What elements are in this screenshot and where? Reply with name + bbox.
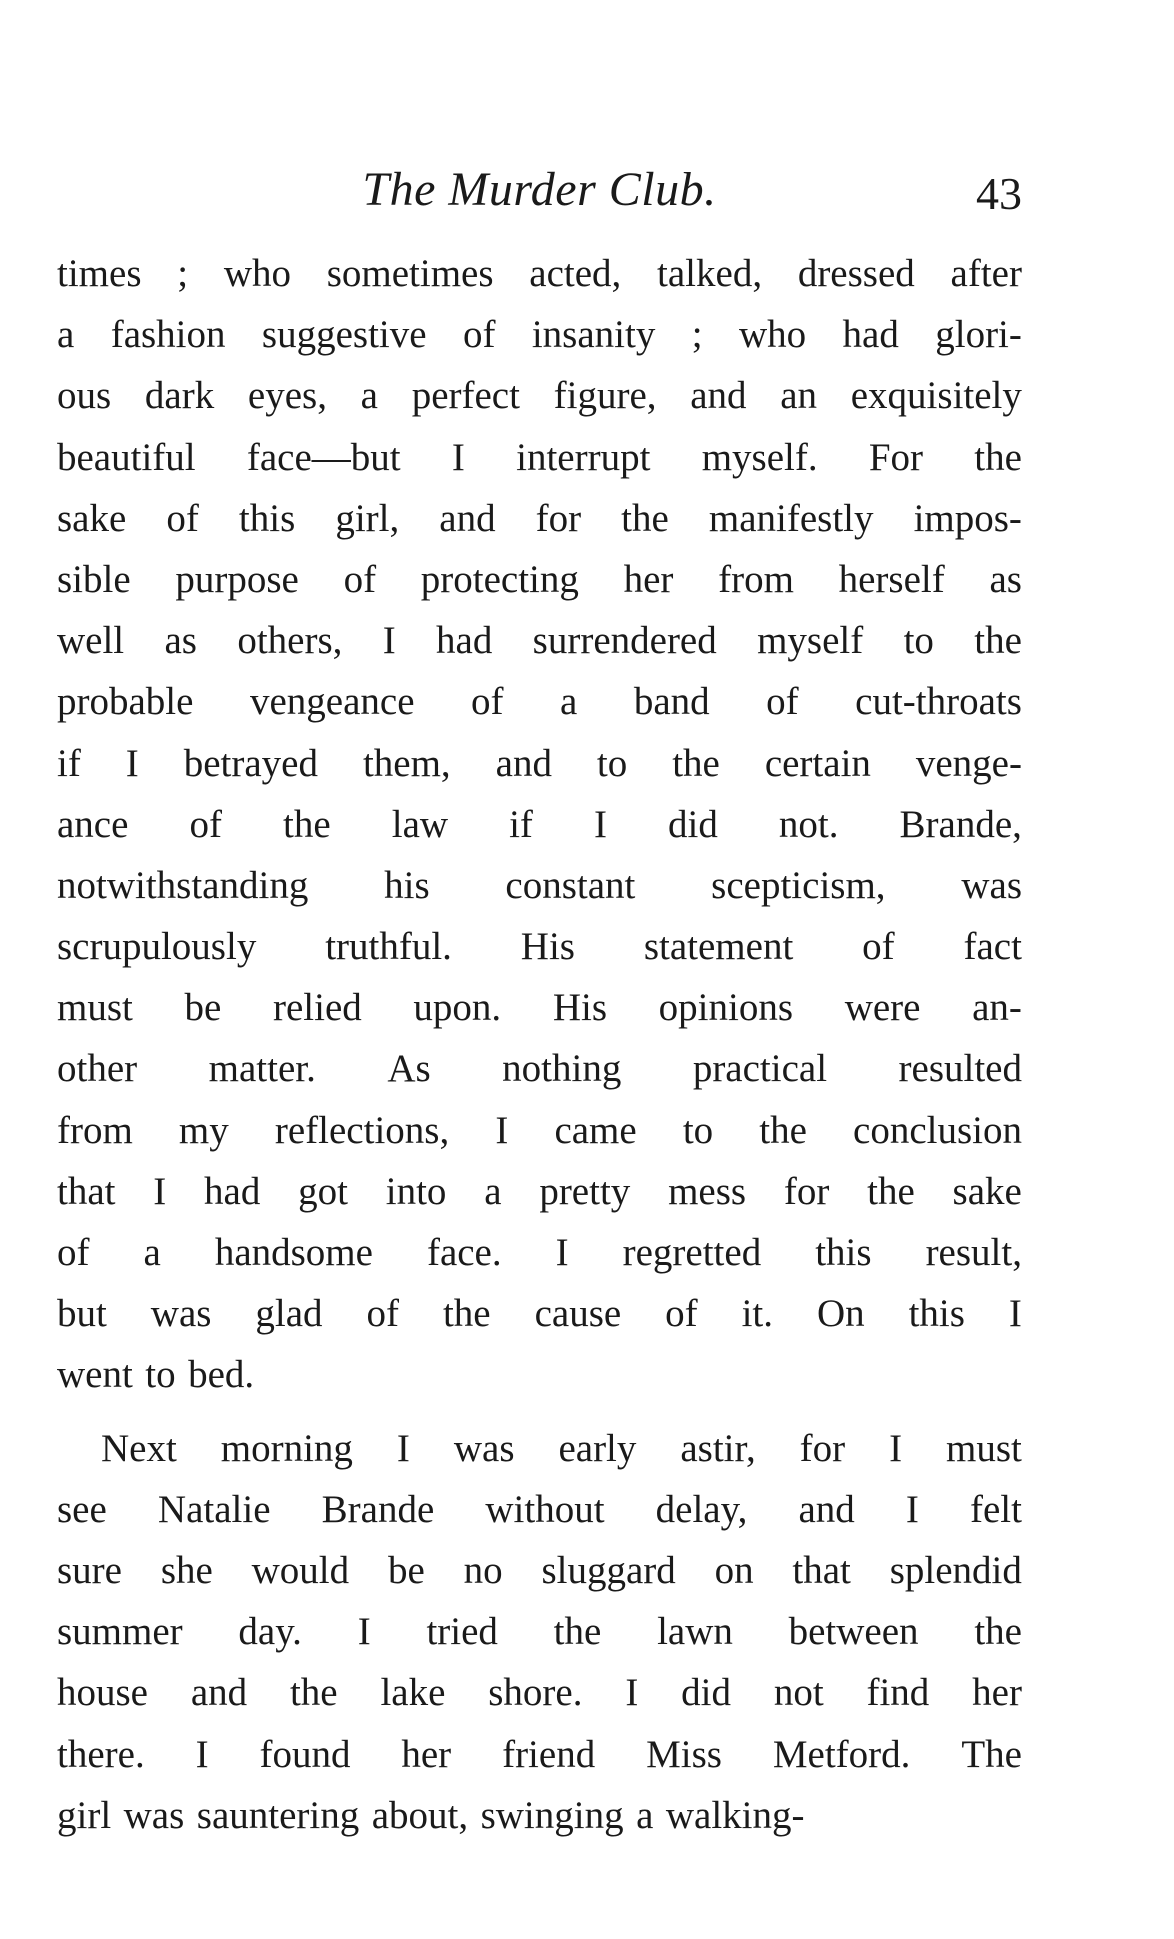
word: a [143, 1231, 161, 1274]
word: vengeance [249, 680, 415, 724]
word: after [950, 252, 1022, 295]
word: Brande, [899, 802, 1022, 846]
text-line [57, 671, 1022, 732]
word: of [665, 1292, 698, 1336]
page-header [57, 160, 1022, 220]
word: would [251, 1548, 350, 1592]
text-line [57, 427, 1022, 488]
word: walking- [665, 1793, 805, 1837]
word: matter. [208, 1047, 316, 1091]
word: result, [925, 1231, 1022, 1274]
word: mess [668, 1169, 747, 1213]
page-number: 43 [976, 168, 1022, 219]
word: conclusion [853, 1108, 1022, 1152]
word: resulted [898, 1047, 1022, 1091]
word: this [815, 1231, 872, 1274]
word: did [681, 1671, 731, 1715]
word: ous [57, 374, 112, 418]
word: sluggard [541, 1548, 676, 1592]
word: went [57, 1353, 133, 1397]
word: herself [838, 557, 945, 601]
word: notwithstanding [57, 863, 309, 907]
word: bed. [188, 1353, 255, 1397]
word: times [57, 252, 142, 295]
text-line [57, 610, 1022, 671]
word: the [759, 1108, 807, 1152]
paragraph [57, 1418, 1022, 1846]
word: sauntering [196, 1793, 360, 1837]
word: nothing [502, 1047, 622, 1091]
text-line [57, 1785, 1022, 1846]
word: was [150, 1292, 212, 1336]
word: tried [426, 1610, 498, 1654]
word: suggestive [261, 313, 427, 357]
word: that [57, 1169, 116, 1213]
word: interrupt [516, 435, 651, 479]
word: had [204, 1169, 261, 1213]
word: handsome [214, 1231, 373, 1274]
word: came [554, 1108, 637, 1152]
text-line [57, 1100, 1022, 1161]
word: I [451, 435, 465, 479]
word: who [223, 252, 291, 295]
word: glori- [935, 313, 1022, 357]
word: of [166, 496, 199, 540]
word: of [862, 925, 895, 969]
text-line [57, 1540, 1022, 1601]
word: His [520, 925, 575, 969]
word: was [453, 1426, 515, 1470]
word: must [57, 986, 133, 1030]
word: swinging [480, 1793, 624, 1837]
word: them, [362, 741, 451, 785]
word: a [560, 680, 578, 724]
word: into [385, 1169, 447, 1213]
word: this [908, 1292, 965, 1336]
text-line [57, 549, 1022, 610]
word: be [387, 1548, 425, 1592]
word: my [178, 1108, 229, 1152]
word: and [798, 1487, 855, 1531]
word: I [153, 1169, 167, 1213]
word: of [462, 313, 496, 357]
word: well [57, 619, 125, 663]
word: not. [778, 802, 839, 846]
word: of [766, 680, 799, 724]
word: of [343, 557, 377, 601]
word: surrendered [532, 619, 717, 663]
word: day. [238, 1610, 302, 1654]
word: sake [952, 1169, 1022, 1213]
word: the [974, 435, 1022, 479]
word: must [946, 1426, 1022, 1470]
word: manifestly [708, 496, 874, 540]
word: perfect [411, 374, 520, 418]
word: found [259, 1732, 351, 1776]
word: that [792, 1548, 851, 1592]
word: for [799, 1426, 846, 1470]
word: a [636, 1793, 654, 1837]
word: ; [177, 252, 189, 295]
word: of [471, 680, 504, 724]
word: sake [57, 496, 127, 540]
word: regretted [622, 1231, 762, 1274]
word: the [867, 1169, 915, 1213]
text-line [57, 916, 1022, 977]
word: be [184, 986, 222, 1030]
word: there. [57, 1732, 145, 1776]
text-line [57, 488, 1022, 549]
word: sometimes [326, 252, 494, 295]
word: her [972, 1671, 1022, 1715]
word: for [783, 1169, 830, 1213]
word: sure [57, 1548, 122, 1592]
word: and [690, 374, 747, 418]
word: scepticism, [711, 863, 886, 907]
word: between [788, 1610, 919, 1654]
word: Metford. [772, 1732, 911, 1776]
word: I [382, 619, 396, 663]
word: girl, [335, 496, 400, 540]
word: his [384, 863, 430, 907]
word: to [682, 1108, 714, 1152]
word: practical [692, 1047, 828, 1091]
word: I [357, 1610, 371, 1654]
word: Next [101, 1426, 177, 1470]
word: betrayed [183, 741, 318, 785]
word: and [190, 1671, 248, 1715]
word: cause [534, 1292, 622, 1336]
word: the [553, 1610, 602, 1654]
word: felt [969, 1487, 1022, 1531]
word: summer [57, 1610, 183, 1654]
word: the [672, 741, 720, 785]
word: and [439, 496, 496, 540]
text-line [57, 1724, 1022, 1785]
word: without [485, 1487, 605, 1531]
word: morning [220, 1426, 353, 1470]
word: On [816, 1292, 865, 1336]
word: scrupulously [57, 925, 257, 969]
word: As [387, 1047, 431, 1091]
word: truthful. [325, 925, 452, 969]
word: upon. [413, 986, 502, 1030]
paragraph [57, 243, 1022, 1406]
word: she [160, 1548, 213, 1592]
word: I [625, 1671, 639, 1715]
word: house [57, 1671, 148, 1715]
word: find [866, 1671, 930, 1715]
word: astir, [680, 1426, 756, 1470]
word: friend [502, 1732, 596, 1776]
word: protecting [420, 557, 579, 601]
word: for [535, 496, 582, 540]
word: a [360, 374, 378, 418]
word: lawn [657, 1610, 733, 1654]
word: venge- [915, 741, 1022, 785]
word: lake [380, 1671, 446, 1715]
word: to [903, 619, 934, 663]
word: the [442, 1292, 491, 1336]
word: I [396, 1426, 410, 1470]
word: myself [757, 619, 864, 663]
text-line [57, 1344, 1022, 1405]
word: face. [426, 1231, 502, 1274]
word: from [57, 1108, 133, 1152]
text-line [57, 304, 1022, 365]
word: the [289, 1671, 338, 1715]
word: the [283, 802, 331, 846]
text-line [57, 243, 1022, 304]
word: the [974, 1610, 1022, 1654]
word: myself. [701, 435, 818, 479]
word: from [718, 557, 794, 601]
text-line [57, 733, 1022, 794]
word: had [842, 313, 899, 357]
word: of [366, 1292, 400, 1336]
word: insanity [531, 313, 656, 357]
word: constant [505, 863, 636, 907]
word: an [780, 374, 818, 418]
word: the [621, 496, 669, 540]
word: acted, [529, 252, 622, 295]
word: I [905, 1487, 919, 1531]
text-line [57, 1601, 1022, 1662]
word: her [401, 1732, 452, 1776]
word: her [623, 557, 674, 601]
word: as [164, 619, 197, 663]
text-line [57, 1038, 1022, 1099]
word: law [391, 802, 449, 846]
word: impos- [913, 496, 1022, 540]
word: splendid [889, 1548, 1022, 1592]
word: but [57, 1292, 107, 1336]
word: Natalie [157, 1487, 271, 1531]
word: I [195, 1732, 209, 1776]
word: girl [57, 1793, 112, 1837]
word: to [145, 1353, 176, 1397]
word: who [738, 313, 807, 357]
word: a [57, 313, 75, 357]
word: statement [643, 925, 794, 969]
text-line [57, 1161, 1022, 1222]
word: probable [57, 680, 194, 724]
word: I [889, 1426, 903, 1470]
text-line [57, 977, 1022, 1038]
word: ance [57, 802, 129, 846]
word: face—but [246, 435, 401, 479]
word: early [558, 1426, 637, 1470]
word: certain [764, 741, 871, 785]
body-text [57, 243, 1022, 1846]
word: this [238, 496, 296, 540]
word: to [596, 741, 628, 785]
word: dressed [797, 252, 915, 295]
word: reflections, [274, 1108, 450, 1152]
text-line [57, 1283, 1022, 1344]
word: opinions [658, 986, 794, 1030]
text-line [57, 1222, 1022, 1283]
word: of [57, 1231, 90, 1274]
word: had [436, 619, 493, 663]
word: purpose [175, 557, 299, 601]
running-title: The Murder Club. [362, 163, 717, 216]
word: of [189, 802, 222, 846]
word: as [989, 557, 1022, 601]
word: fact [963, 925, 1022, 969]
word: about, [371, 1793, 469, 1837]
word: exquisitely [850, 374, 1022, 418]
text-line [57, 1418, 1022, 1479]
word: see [57, 1487, 107, 1531]
word: on [714, 1548, 754, 1592]
word: no [463, 1548, 503, 1592]
word: was [123, 1793, 185, 1837]
word: it. [741, 1292, 774, 1336]
word: I [593, 802, 607, 846]
word: were [844, 986, 921, 1030]
word: beautiful [57, 435, 196, 479]
word: if [57, 741, 81, 785]
word: eyes, [247, 374, 327, 418]
word: an- [972, 986, 1022, 1030]
word: and [495, 741, 552, 785]
word: was [961, 863, 1022, 907]
paragraph-gap [57, 1406, 1022, 1418]
word: delay, [655, 1487, 748, 1531]
word: did [668, 802, 718, 846]
word: sible [57, 557, 131, 601]
text-line [57, 1662, 1022, 1723]
word: shore. [488, 1671, 583, 1715]
word: figure, [553, 374, 657, 418]
word: got [298, 1169, 348, 1213]
word: cut-throats [855, 680, 1022, 724]
word: pretty [539, 1169, 631, 1213]
word: relied [272, 986, 362, 1030]
text-line [57, 1479, 1022, 1540]
word: His [552, 986, 608, 1030]
word: other [57, 1047, 138, 1091]
word: a [484, 1169, 502, 1213]
text-line [57, 855, 1022, 916]
word: I [495, 1108, 509, 1152]
word: I [1008, 1292, 1022, 1336]
word: dark [144, 374, 215, 418]
text-line [57, 365, 1022, 426]
word: others, [237, 619, 343, 663]
word: the [974, 619, 1022, 663]
text-line [57, 794, 1022, 855]
word: talked, [657, 252, 763, 295]
word: I [555, 1231, 569, 1274]
word: if [509, 802, 533, 846]
word: fashion [110, 313, 226, 357]
word: Miss [646, 1732, 722, 1776]
word: The [961, 1732, 1022, 1776]
word: glad [255, 1292, 323, 1336]
word: not [773, 1671, 824, 1715]
word: Brande [321, 1487, 435, 1531]
word: ; [691, 313, 703, 357]
word: band [633, 680, 710, 724]
word: For [868, 435, 924, 479]
word: I [125, 741, 139, 785]
